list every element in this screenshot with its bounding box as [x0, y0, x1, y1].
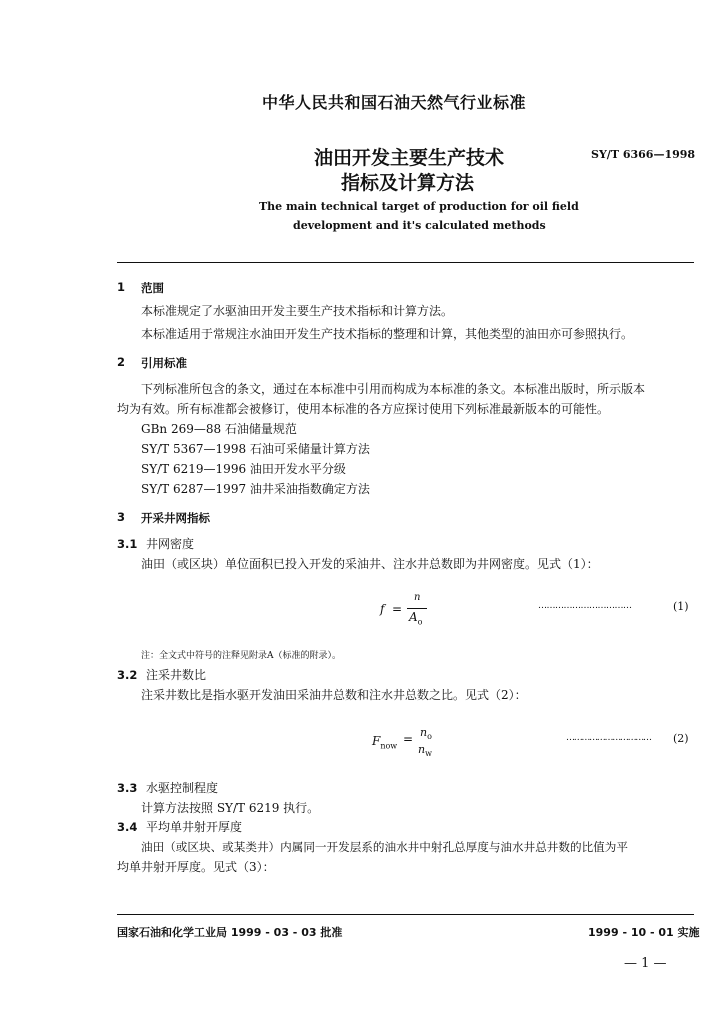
doc-title-line1: 油田开发主要生产技术: [314, 147, 505, 169]
footer-rule: [117, 914, 694, 915]
equation-2-leader: ……………………………: [566, 733, 651, 743]
standard-code: SY/T 6366—1998: [591, 148, 696, 161]
equation-2-numerator: n: [420, 726, 428, 739]
section-1-para-2: 本标准适用于常规注水油田开发生产技术指标的整理和计算，其他类型的油田亦可参照执行。: [141, 327, 634, 341]
section-1-number: 1: [117, 280, 126, 294]
clause-3-4-title: 平均单井射开厚度: [146, 820, 243, 834]
symbol-note: 注：全文式中符号的注释见附录A（标准的附录）。: [141, 651, 342, 661]
clause-3-2-number: 3.2: [117, 668, 138, 682]
reference-item: SY/T 6219—1996 油田开发水平分级: [141, 462, 346, 476]
english-title-line2: development and it's calculated methods: [293, 219, 546, 232]
section-3-number: 3: [117, 510, 126, 524]
org-title: 中华人民共和国石油天然气行业标准: [262, 93, 527, 112]
equation-1-label: (1): [673, 600, 689, 613]
effective-date: 1999 - 10 - 01 实施: [588, 926, 700, 939]
clause-3-1-number: 3.1: [117, 537, 138, 551]
equation-2-denominator-sub: w: [425, 749, 432, 759]
section-2-para-line1: 下列标准所包含的条文，通过在本标准中引用而构成为本标准的条文。本标准出版时，所示版本: [141, 382, 646, 396]
section-2-number: 2: [117, 355, 126, 369]
equation-2-denominator: n: [418, 743, 426, 756]
equation-1-leader: ……………………………: [538, 601, 632, 611]
english-title-line1: The main technical target of production for oil field: [259, 200, 579, 213]
clause-3-4-text-line1: 油田（或区块、或某类井）内属同一开发层系的油水井中射孔总厚度与油水井总井数的比值为平: [141, 840, 628, 854]
section-3-title: 开采井网指标: [141, 511, 210, 525]
equation-1-lhs: f: [380, 602, 385, 616]
section-2-title: 引用标准: [141, 356, 187, 370]
clause-3-1-text: 油田（或区块）单位面积已投入开发的采油井、注水井总数即为井网密度。见式（1）：: [141, 557, 599, 571]
equation-2-numerator-sub: o: [427, 732, 432, 742]
clause-3-3-text: 计算方法按照 SY/T 6219 执行。: [141, 801, 320, 815]
equation-1-denominator: A: [409, 610, 418, 624]
clause-3-2-text: 注采井数比是指水驱开发油田采油井总数和注水井总数之比。见式（2）：: [141, 688, 527, 702]
page-number: — 1 —: [624, 956, 667, 971]
equals-sign: =: [403, 732, 414, 746]
section-1-title: 范围: [141, 281, 164, 295]
clause-3-4-text-line2: 均单井射开厚度。见式（3）：: [117, 860, 275, 874]
header-rule: [117, 262, 694, 263]
equation-1-denominator-sub: o: [417, 617, 423, 627]
equation-1-numerator: n: [414, 592, 421, 603]
section-1-para-1: 本标准规定了水驱油田开发主要生产技术指标和计算方法。: [141, 304, 454, 318]
reference-item: SY/T 5367—1998 石油可采储量计算方法: [141, 442, 370, 456]
section-2-para-line2: 均为有效。所有标准都会被修订，使用本标准的各方应探讨使用下列标准最新版本的可能性。: [117, 402, 610, 416]
reference-item: SY/T 6287—1997 油井采油指数确定方法: [141, 482, 370, 496]
clause-3-1-title: 井网密度: [146, 537, 195, 551]
reference-item: GBn 269—88 石油储量规范: [141, 422, 297, 436]
equals-sign: =: [392, 602, 403, 616]
fraction-bar: [407, 608, 427, 609]
clause-3-3-title: 水驱控制程度: [146, 781, 219, 795]
doc-title-line2: 指标及计算方法: [341, 172, 475, 194]
clause-3-4-number: 3.4: [117, 820, 138, 834]
approval-line: 国家石油和化学工业局 1999 - 03 - 03 批准: [117, 926, 343, 939]
equation-2-label: (2): [673, 732, 689, 745]
equation-2-lhs: F: [372, 734, 381, 748]
equation-2-lhs-sub: now: [380, 741, 398, 751]
clause-3-2-title: 注采井数比: [146, 668, 207, 682]
clause-3-3-number: 3.3: [117, 781, 138, 795]
